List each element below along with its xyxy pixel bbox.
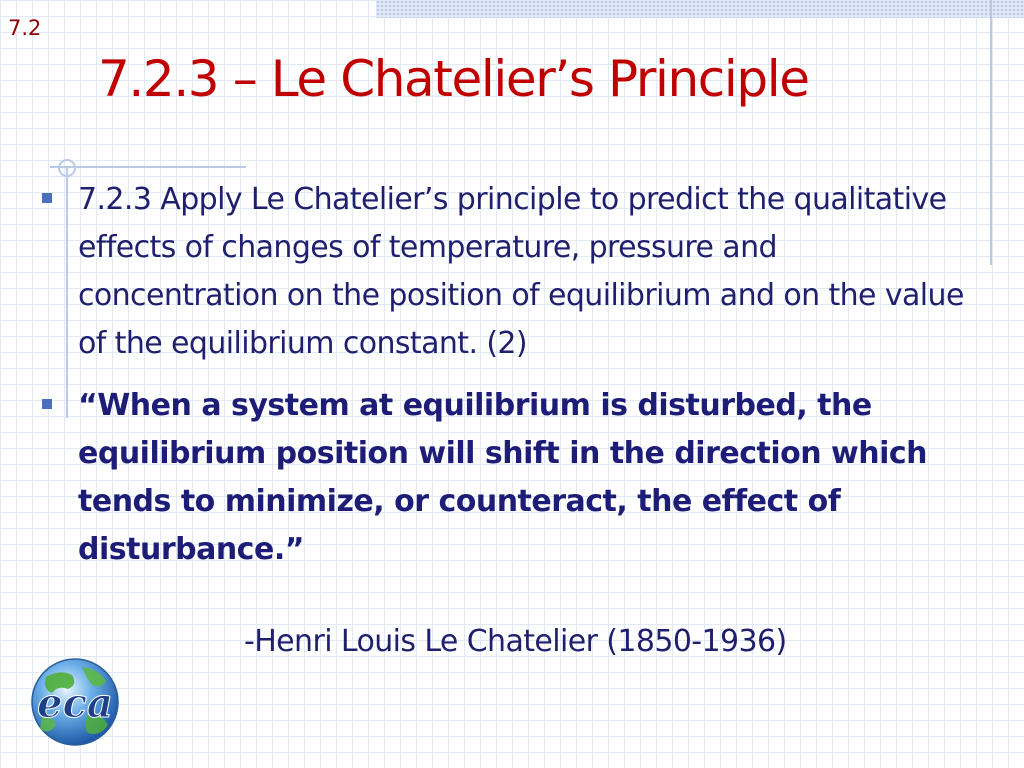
- right-vertical-rule: [990, 0, 992, 265]
- bullet-item-quote: [40, 382, 980, 574]
- square-bullet-icon: [42, 193, 52, 203]
- bullet-item-objective: [40, 176, 980, 368]
- square-bullet-icon: [42, 399, 52, 409]
- eca-logo: [12, 655, 138, 750]
- logo-text: eca: [37, 680, 113, 727]
- horizontal-rule: [50, 166, 246, 168]
- quote-attribution: -Henri Louis Le Chatelier (1850-1936): [244, 624, 787, 659]
- header-band-decoration: [376, 0, 1024, 18]
- slide-number: 7.2: [8, 16, 42, 40]
- slide-title: 7.2.3 – Le Chatelier’s Principle: [98, 50, 809, 108]
- bullet-list: [40, 176, 980, 588]
- bullet-text: 7.2.3 Apply Le Chatelier’s principle to predict the qualitative effects of changes of temperature, pressure and concentration on the position of equilibrium and on the value of the equilibrium constant. (2): [78, 182, 964, 361]
- quote-text: “When a system at equilibrium is disturbed, the equilibrium position will shift in the direction which tends to minimize, or counteract, the effect of disturbance.”: [78, 388, 928, 567]
- circle-ornament: [58, 159, 76, 177]
